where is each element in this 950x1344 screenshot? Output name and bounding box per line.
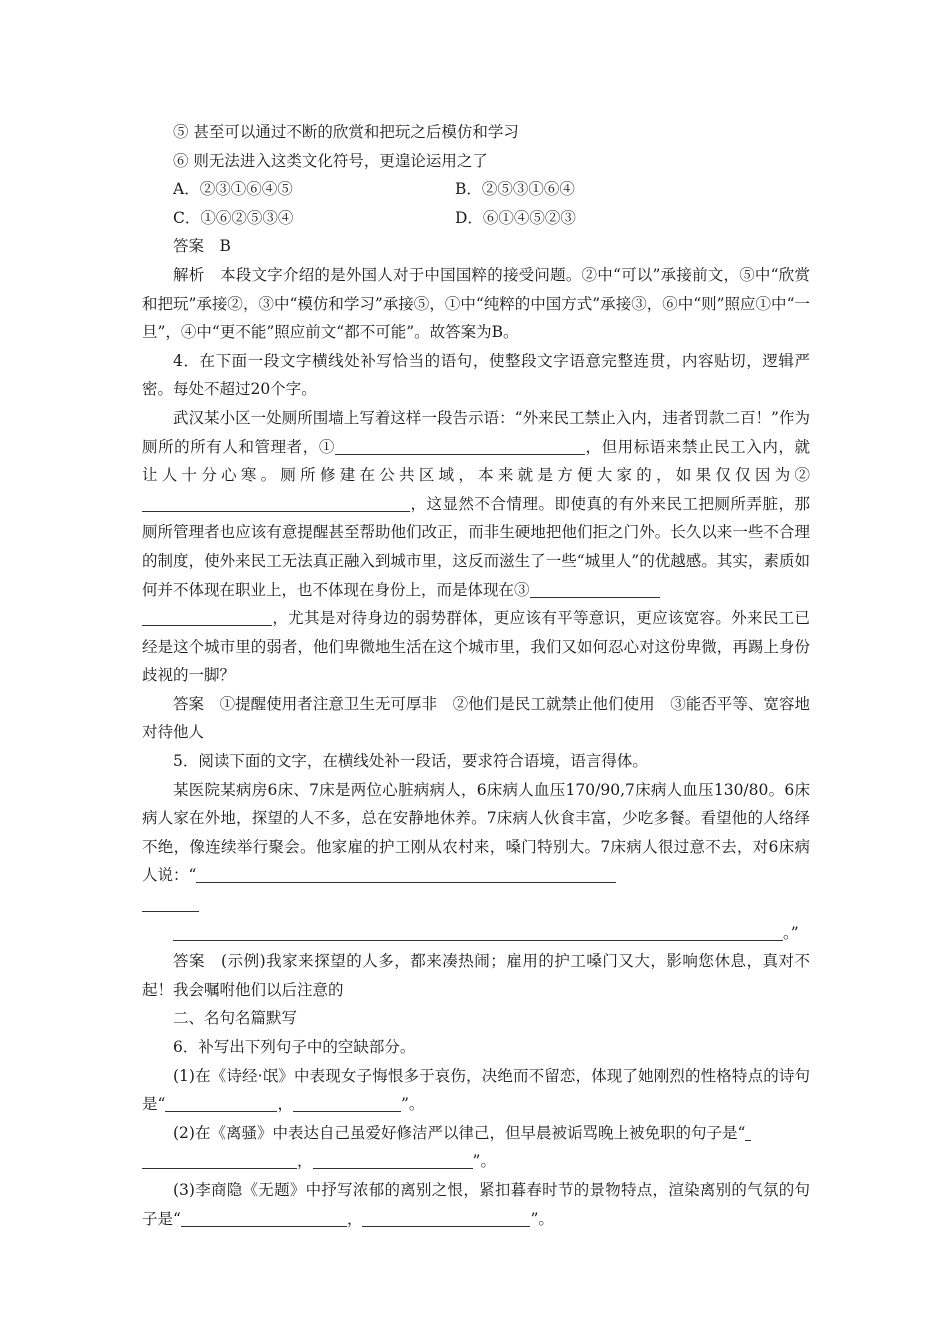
- q4-text-4: ，尤其是对待身边的弱势群体，更应该有平等意识，更应该宽容。外来民工已经是这个城市里的弱者，他们卑微地生活在这个城市里，我们又如何忍心对这份卑微，再踢上身份歧视的一脚？: [142, 609, 810, 685]
- q4-text-2: ，但用标语来禁止民工入内，就让人十分心寒。厕所修建在公共区域，本来就是方便大家的，如果仅仅因为②: [142, 437, 810, 485]
- q5-end: 。”: [783, 923, 799, 942]
- q6-1-blank-b[interactable]: [293, 1095, 401, 1112]
- q6-2-blank-a-start[interactable]: [745, 1124, 751, 1141]
- q4-text-1: 武汉某小区一处厕所围墙上写着这样一段告示语：“外来民工禁止入内，违者罚款二百！”作为厕所的所有人和管理者，①: [142, 408, 810, 456]
- q5-passage: [142, 776, 810, 919]
- blank-3b[interactable]: [142, 609, 272, 626]
- option-c: C．①⑥②⑤③④: [173, 208, 294, 227]
- q6-3-blank-b[interactable]: [362, 1210, 530, 1227]
- q4-text-3: ，这显然不合情理。即使真的有外来民工把厕所弄脏，那厕所管理者也应该有意提醒甚至帮助他们改正，而非生硬地把他们拒之门外。长久以来一些不合理的制度，使外来民工无法真正融入到城市里，这反而滋生了一些“城里人”的优越感。其实，素质如何并不体现在职业上，也不体现在身份上，而是体现在③: [142, 494, 810, 599]
- q3-answer: 答案 B: [173, 237, 231, 256]
- q5-text-1: 某医院某病房6床、7床是两位心脏病病人，6床病人血压170/90,7床病人血压130/80。6床病人家在外地，探望的人不多，总在安静地休养。7床病人伙食丰富，少吃多餐。看望他的人络绎不绝，像连续举行聚会。他家雇的护工刚从农村来，嗓门特别大。7床病人很过意不去，对6床病人说：“: [142, 780, 810, 885]
- q5-stem: 5．阅读下面的文字，在横线处补一段话，要求符合语境，语言得体。: [173, 752, 648, 771]
- blank-1[interactable]: [335, 438, 585, 455]
- q3-options-row-1: [142, 175, 810, 204]
- blank-2[interactable]: [142, 495, 410, 512]
- option-a: A．②③①⑥④⑤: [173, 180, 293, 199]
- q6-stem: 6．补写出下列句子中的空缺部分。: [173, 1038, 416, 1056]
- q4-stem: 4．在下面一段文字横线处补写恰当的语句，使整段文字语意完整连贯，内容贴切，逻辑严密。每处不超过20个字。: [142, 351, 810, 399]
- q4-answer: 答案 ①提醒使用者注意卫生无可厚非 ②他们是民工就禁止他们使用 ③能否平等、宽容地对待他人: [142, 694, 810, 742]
- document-page: [142, 118, 810, 1233]
- q4-passage: [142, 404, 810, 690]
- q6-2-blank-a[interactable]: [142, 1152, 297, 1169]
- q6-1-blank-a[interactable]: [165, 1095, 277, 1112]
- q6-sub-2: (2)在《离骚》中表达自己虽爱好修洁严以律己，但早晨被诟骂晚上被免职的句子是“ ， ”。: [142, 1119, 810, 1176]
- section-heading: 二、名句名篇默写: [173, 1009, 298, 1028]
- q3-options-row-2: [142, 204, 810, 233]
- blank-3a[interactable]: [530, 581, 660, 598]
- q3-analysis: 解析 本段文字介绍的是外国人对于中国国粹的接受问题。②中“可以”承接前文，⑤中“欣赏和把玩”承接②，③中“模仿和学习”承接⑤，①中“纯粹的中国方式”承接③，⑥中“则”照应①中“一旦”，④中“更不能”照应前文“都不可能”。故答案为B。: [142, 265, 810, 342]
- q3-item-6: ⑥ 则无法进入这类文化符号，更遑论运用之了: [173, 151, 488, 170]
- option-b: B．②⑤③①⑥④: [455, 180, 575, 199]
- q5-line-2: [142, 919, 810, 948]
- q6-3-blank-a[interactable]: [181, 1210, 347, 1227]
- q5-blank-1[interactable]: [196, 866, 616, 883]
- q6-sub-3: (3)李商隐《无题》中抒写浓郁的离别之恨，紧扣暮春时节的景物特点，渲染离别的气氛的句子是“ ， ”。: [142, 1180, 810, 1228]
- q5-blank-1-cont[interactable]: [142, 895, 199, 912]
- q5-blank-2[interactable]: [173, 924, 783, 941]
- q6-2-blank-b[interactable]: [313, 1152, 473, 1169]
- q6-sub-1: (1)在《诗经·氓》中表现女子悔恨多于哀伤，决绝而不留恋，体现了她刚烈的性格特点的诗句是“ ， ”。: [142, 1066, 810, 1114]
- q3-item-5: ⑤ 甚至可以通过不断的欣赏和把玩之后模仿和学习: [173, 123, 519, 141]
- q5-answer: 答案 (示例)我家来探望的人多，都来凑热闹；雇用的护工嗓门又大，影响您休息，真对不起！我会嘱咐他们以后注意的: [142, 952, 810, 999]
- option-d: D．⑥①④⑤②③: [455, 208, 576, 227]
